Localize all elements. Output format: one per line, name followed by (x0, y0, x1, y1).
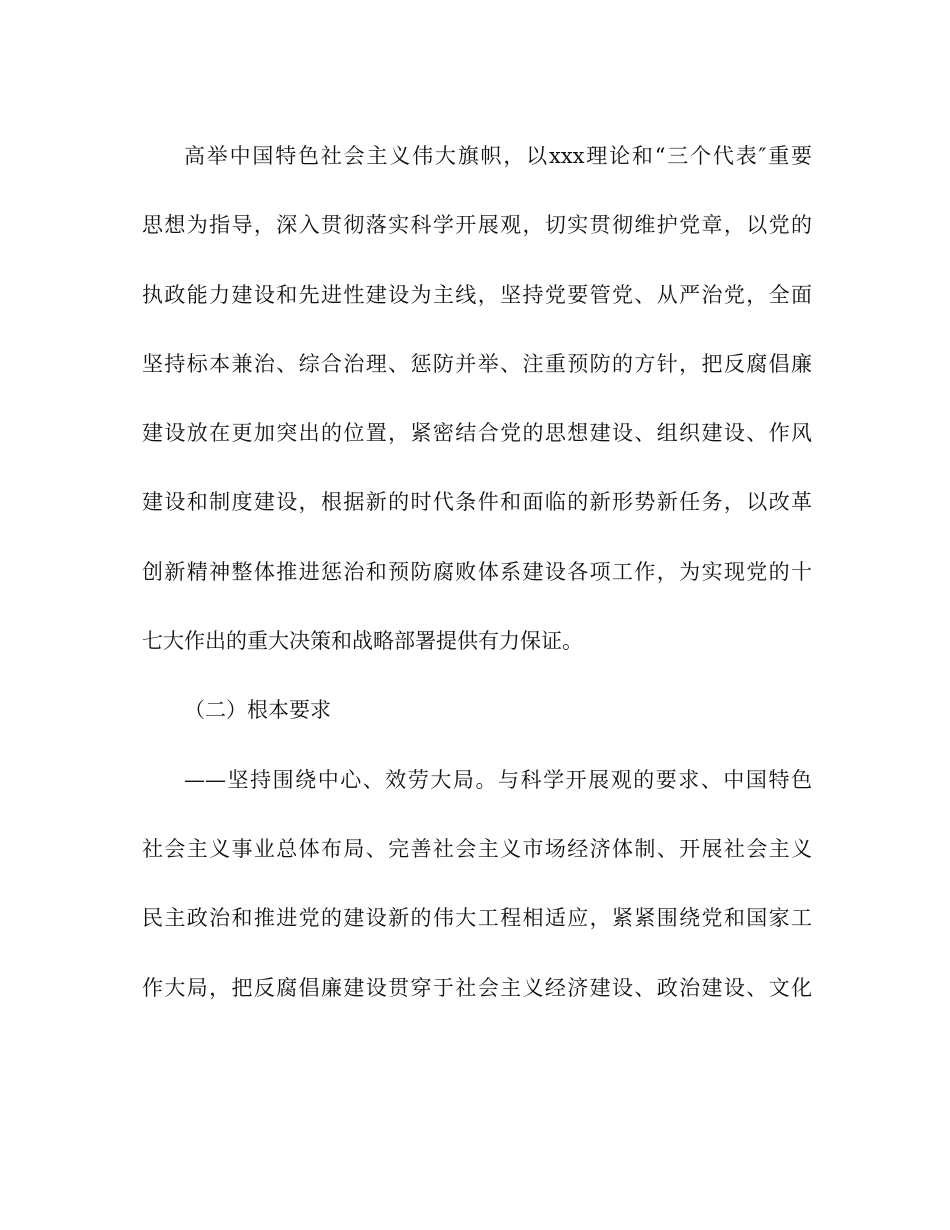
paragraph-line: 民主政治和推进党的建设新的伟大工程相适应，紧紧围绕党和国家工 (142, 906, 812, 931)
paragraph-line: 高举中国特色社会主义伟大旗帜，以xxx理论和“三个代表″重要 (184, 144, 812, 168)
paragraph-line: 思想为指导，深入贯彻落实科学开展观，切实贯彻维护党章，以党的 (142, 213, 812, 238)
paragraph-basic-requirements (142, 756, 812, 1012)
paragraph-guiding-ideology (142, 132, 812, 665)
paragraph-line: 建设和制度建设，根据新的时代条件和面临的新形势新任务，以改革 (142, 490, 812, 515)
paragraph-line: 七大作出的重大决策和战略部署提供有力保证。 (142, 629, 583, 654)
paragraph-line: ——坚持围绕中心、效劳大局。与科学开展观的要求、中国特色 (184, 767, 812, 792)
paragraph-line: 建设放在更加突出的位置，紧密结合党的思想建设、组织建设、作风 (142, 421, 812, 446)
section-heading: （二）根本要求 (184, 698, 331, 723)
paragraph-line: 社会主义事业总体布局、完善社会主义市场经济体制、开展社会主义 (142, 836, 812, 861)
paragraph-line: 执政能力建设和先进性建设为主线，坚持党要管党、从严治党，全面 (142, 282, 812, 307)
paragraph-line: 创新精神整体推进惩治和预防腐败体系建设各项工作，为实现党的十 (142, 559, 812, 584)
paragraph-line: 坚持标本兼治、综合治理、惩防并举、注重预防的方针，把反腐倡廉 (142, 351, 812, 376)
document-body (142, 132, 812, 1033)
paragraph-line: 作大局，把反腐倡廉建设贯穿于社会主义经济建设、政治建设、文化 (142, 975, 812, 1000)
